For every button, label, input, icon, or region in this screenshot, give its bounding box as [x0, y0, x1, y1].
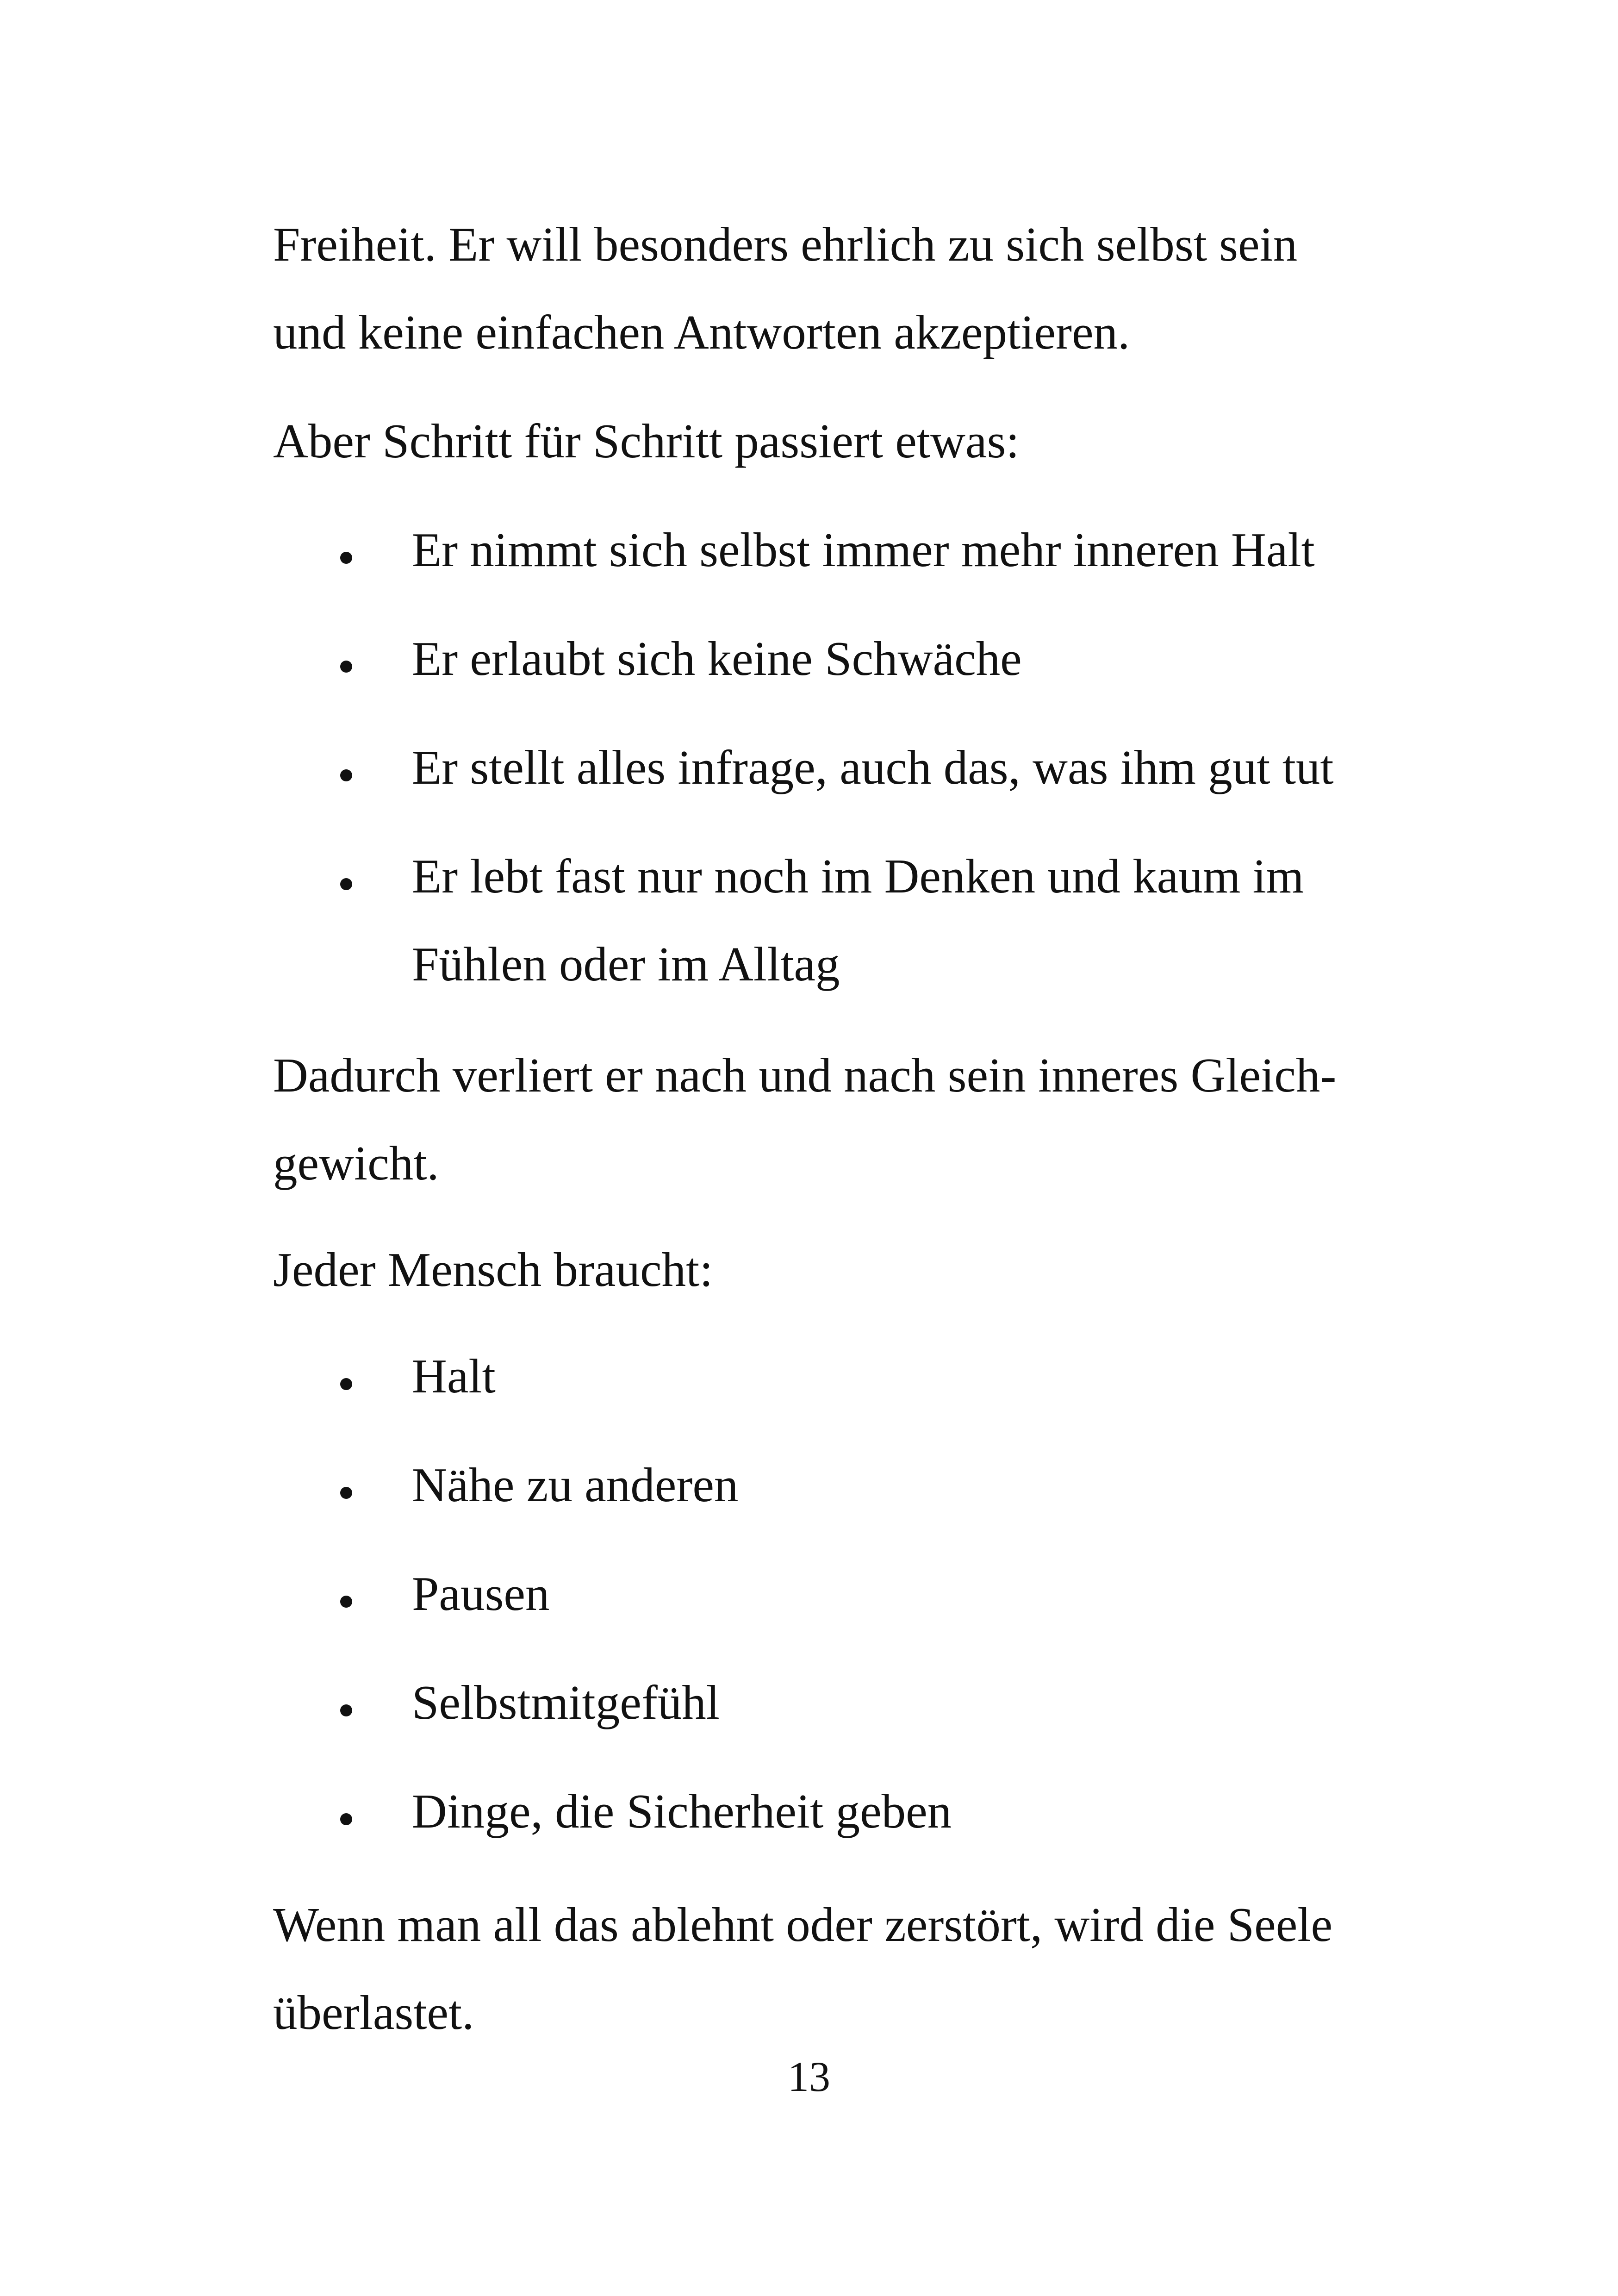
paragraph-3-line-2: gewicht.: [273, 1136, 439, 1190]
list-1-item-2: Er erlaubt sich keine Schwäche: [412, 631, 1022, 686]
paragraph-1-line-2: und keine einfachen Antworten akzeptieren.: [273, 305, 1130, 359]
paragraph-5-line-2: überlastet.: [273, 1985, 474, 2040]
list-1-item-4-line-2: Fühlen oder im Alltag: [412, 937, 840, 991]
bullet-icon: [340, 1813, 352, 1825]
paragraph-1-line-1: Freiheit. Er will besonders ehrlich zu sich selbst sein: [273, 217, 1298, 271]
bullet-icon: [340, 1596, 352, 1608]
paragraph-2: Aber Schritt für Schritt passiert etwas:: [273, 414, 1020, 468]
list-2-item-4: Selbstmitgefühl: [412, 1675, 720, 1729]
list-2-item-3: Pausen: [412, 1566, 550, 1621]
bullet-icon: [340, 1487, 352, 1499]
paragraph-4: Jeder Mensch braucht:: [273, 1242, 713, 1297]
list-2-item-5: Dinge, die Sicherheit geben: [412, 1784, 952, 1838]
list-1-item-3: Er stellt alles infrage, auch das, was ihm gut tut: [412, 740, 1334, 794]
list-2-item-2: Nähe zu anderen: [412, 1458, 739, 1512]
bullet-icon: [340, 1378, 352, 1390]
list-2-item-1: Halt: [412, 1349, 496, 1403]
bullet-icon: [340, 552, 352, 564]
list-1-item-1: Er nimmt sich selbst immer mehr inneren Halt: [412, 523, 1315, 577]
page-number: 13: [788, 2053, 830, 2100]
paragraph-3-line-1: Dadurch verliert er nach und nach sein inneres Gleich-: [273, 1048, 1337, 1102]
bullet-icon: [340, 878, 352, 890]
bullet-icon: [340, 661, 352, 673]
bullet-icon: [340, 1704, 352, 1716]
bullet-icon: [340, 769, 352, 781]
list-1-item-4-line-1: Er lebt fast nur noch im Denken und kaum im: [412, 849, 1304, 903]
paragraph-5-line-1: Wenn man all das ablehnt oder zerstört, wird die Seele: [273, 1897, 1333, 1952]
